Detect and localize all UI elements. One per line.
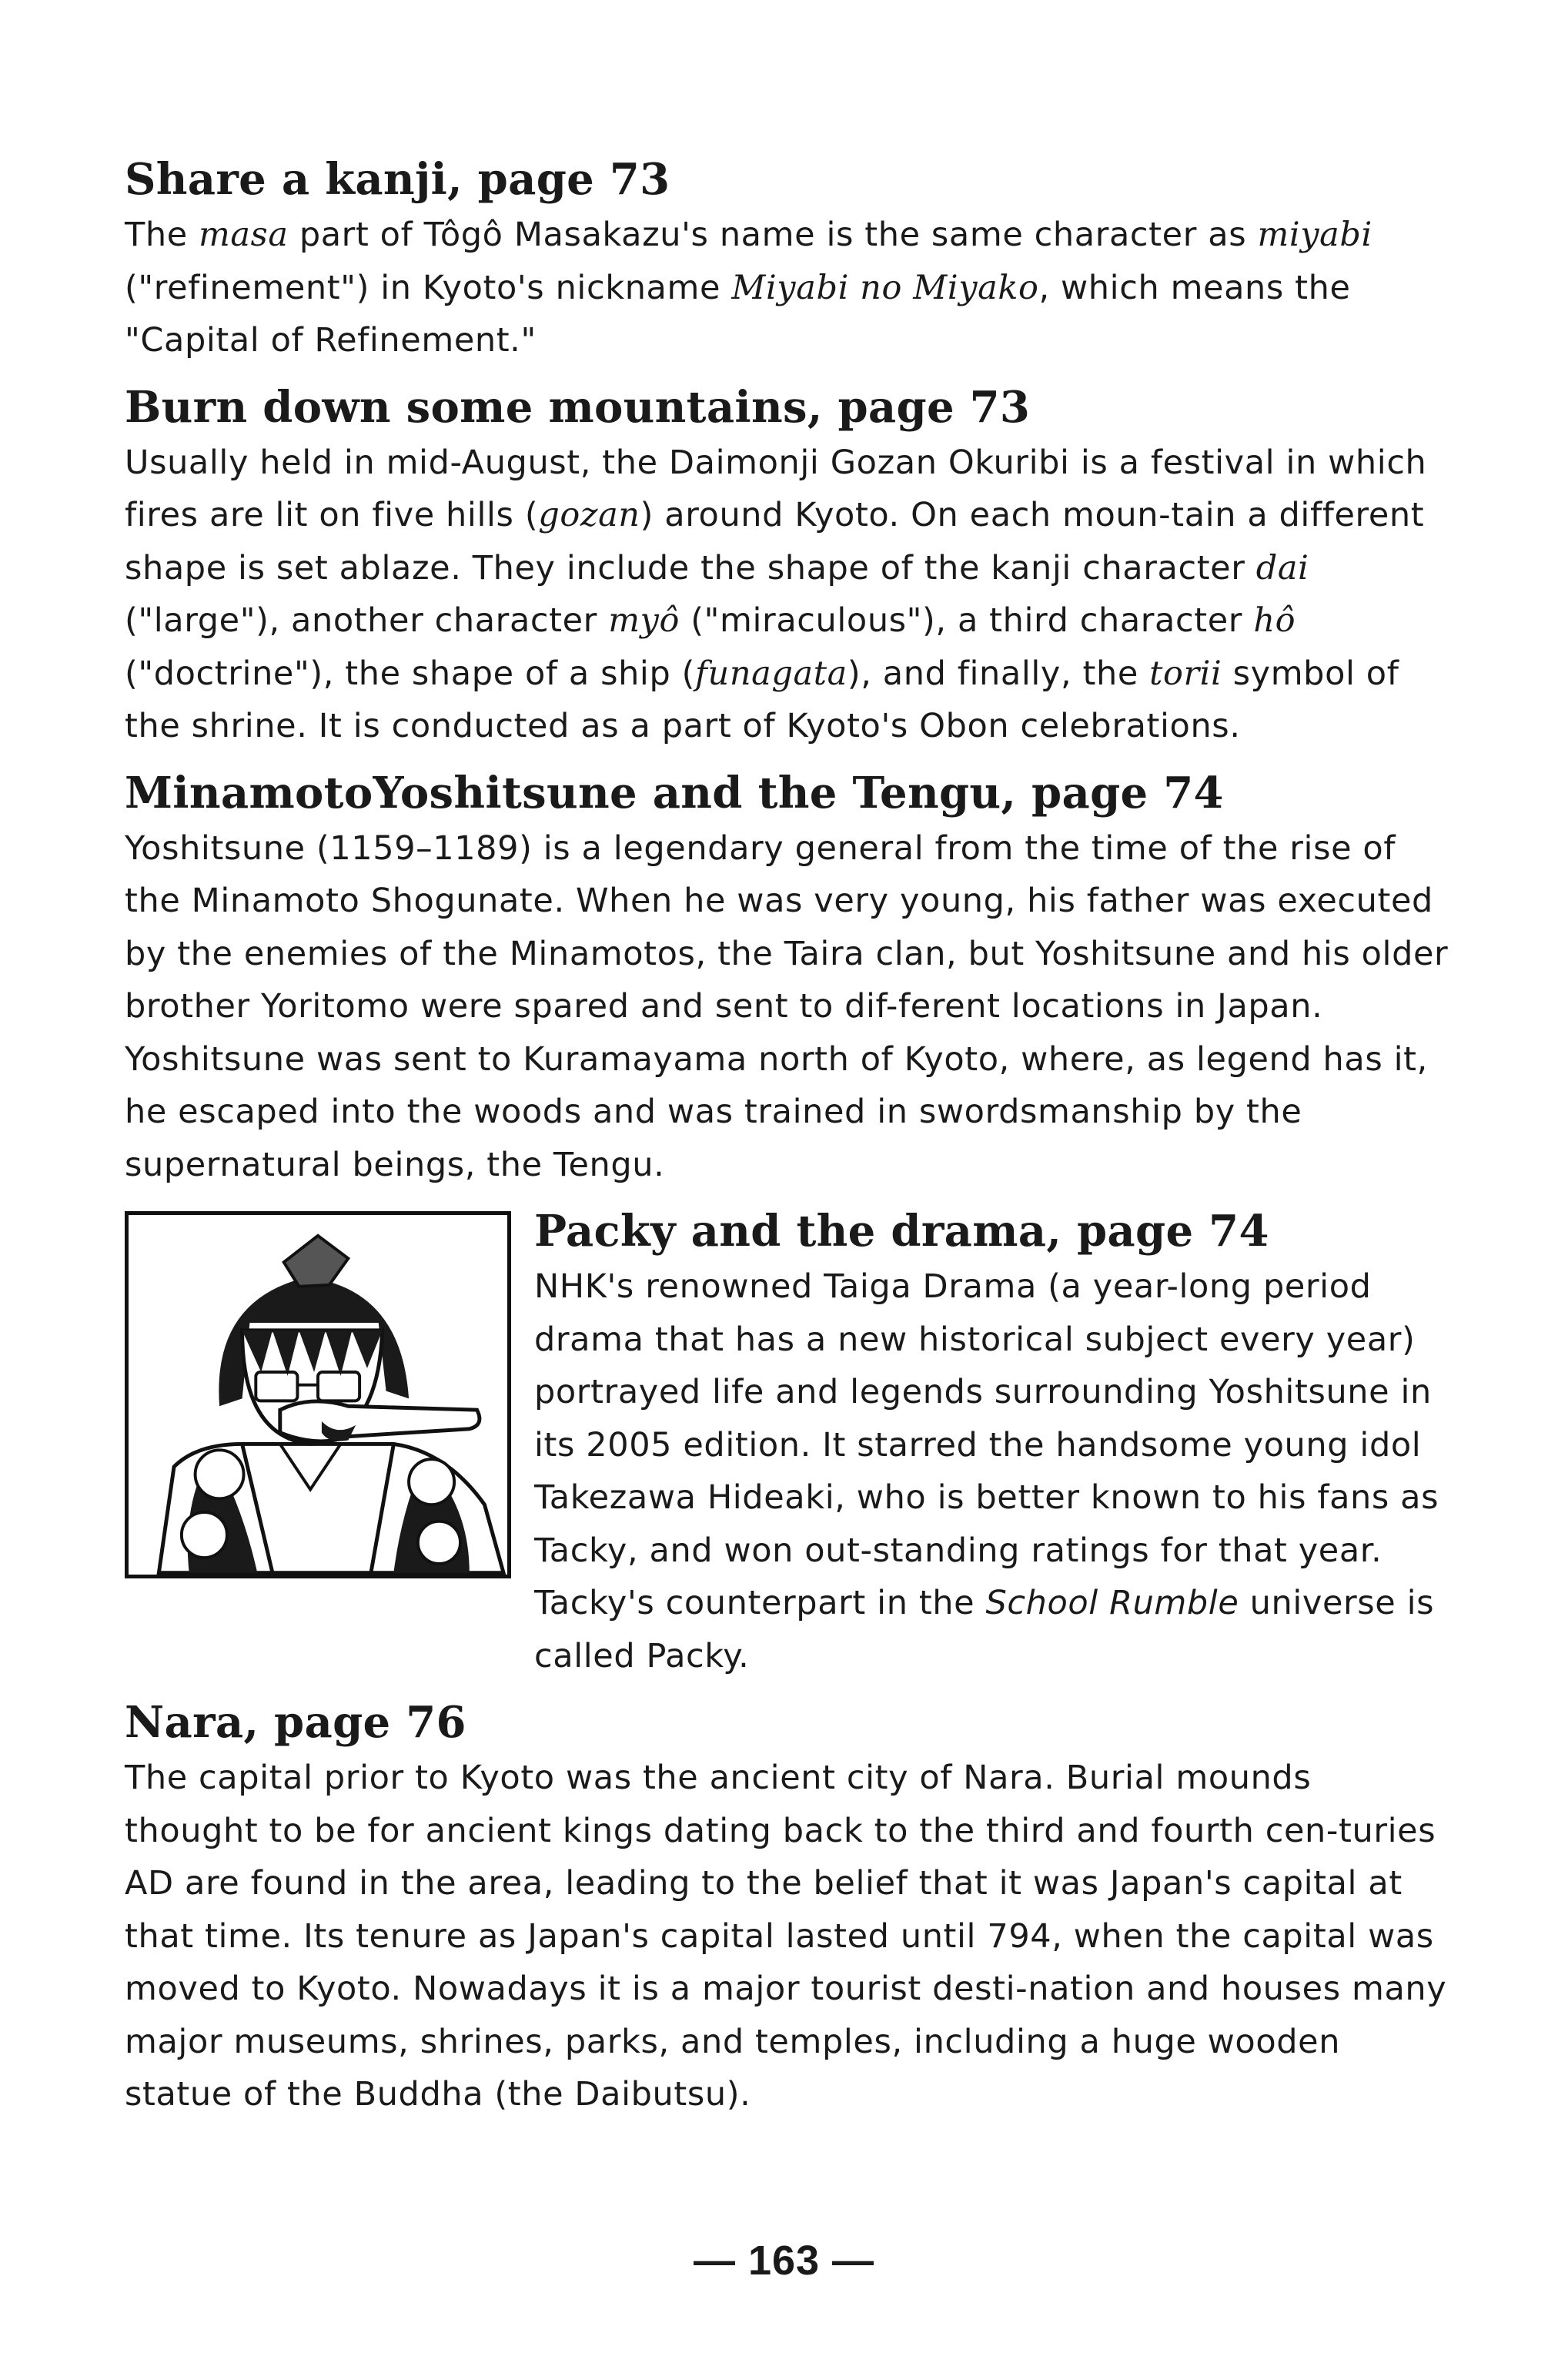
italic-term: funagata xyxy=(695,654,848,693)
entry-body: Usually held in mid-August, the Daimonji Gozan Okuribi is a festival in which fires are lit on five hills (gozan) around Kyoto. On each moun-tain a different shape is set ablaze. They include the shape of the kanji character dai ("large"), another character myô ("miraculous"), a third character hô ("doctrine"), the shape of a ship (funagata), and finally, the torii symbol of the shrine. It is conducted as a part of Kyoto's Obon celebrations. xyxy=(125,443,1427,745)
italic-term: myô xyxy=(608,601,680,640)
italic-term: Miyabi no Miyako xyxy=(731,268,1039,307)
page-content xyxy=(125,150,1449,2132)
entry-nara xyxy=(125,1693,1449,2121)
italic-term: hô xyxy=(1253,601,1296,640)
entry-text-column xyxy=(534,1202,1449,1693)
entry-yoshitsune-tengu xyxy=(125,764,1449,1192)
italic-term: torii xyxy=(1149,654,1222,693)
entry-heading: Nara, page 76 xyxy=(125,1697,466,1748)
italic-term: miyabi xyxy=(1257,216,1372,254)
page-number: — 163 — xyxy=(693,2238,875,2284)
entry-heading: Burn down some mountains, page 73 xyxy=(125,381,1031,433)
italic-term: dai xyxy=(1255,548,1309,587)
entry-body: Yoshitsune (1159–1189) is a legendary general from the time of the rise of the Minamoto Shogunate. When he was very young, his father was executed by the enemies of the Minamotos, the Taira clan, but Yoshitsune and his older brother Yoritomo were spared and sent to dif-ferent locations in Japan. Yoshitsune was sent to Kuramayama north of Kyoto, where, as legend has it, he escaped into the woods and was trained in swordsmanship by the supernatural beings, the Tengu. xyxy=(125,828,1449,1184)
tengu-character-drawing xyxy=(129,1215,507,1575)
manga-illustration xyxy=(125,1211,511,1578)
entry-heading: Packy and the drama, page 74 xyxy=(534,1206,1269,1257)
entry-body: NHK's renowned Taiga Drama (a year-long period drama that has a new historical subject every year) portrayed life and legends surrounding Yoshitsune in its 2005 edition. It starred the handsome young idol Takezawa Hideaki, who is better known to his fans as Tacky, and won out-standing ratings for that year. Tacky's counterpart in the School Rumble universe is called Packy. xyxy=(534,1267,1439,1675)
italic-term: gozan xyxy=(538,496,640,534)
entry-packy-drama xyxy=(125,1202,1449,1693)
entry-share-a-kanji xyxy=(125,150,1449,367)
entry-body: The capital prior to Kyoto was the ancient city of Nara. Burial mounds thought to be for ancient kings dating back to the third and fourth cen-turies AD are found in the area, leading to the belief that it was Japan's capital at that time. Its tenure as Japan's capital lasted until 794, when the capital was moved to Kyoto. Nowadays it is a major tourist desti-nation and houses many major museums, shrines, parks, and temples, including a huge wooden statue of the Buddha (the Daibutsu). xyxy=(125,1759,1447,2114)
entry-burn-down-mountains xyxy=(125,378,1449,753)
italic-term: School Rumble xyxy=(985,1584,1239,1622)
italic-term: masa xyxy=(199,216,289,254)
entry-heading: Share a kanji, page 73 xyxy=(125,154,670,205)
entry-body: The masa part of Tôgô Masakazu's name is the same character as miyabi ("refinement") in Kyoto's nickname Miyabi no Miyako, which means the "Capital of Refinement." xyxy=(125,216,1372,360)
entry-heading: MinamotoYoshitsune and the Tengu, page 74 xyxy=(125,767,1224,818)
